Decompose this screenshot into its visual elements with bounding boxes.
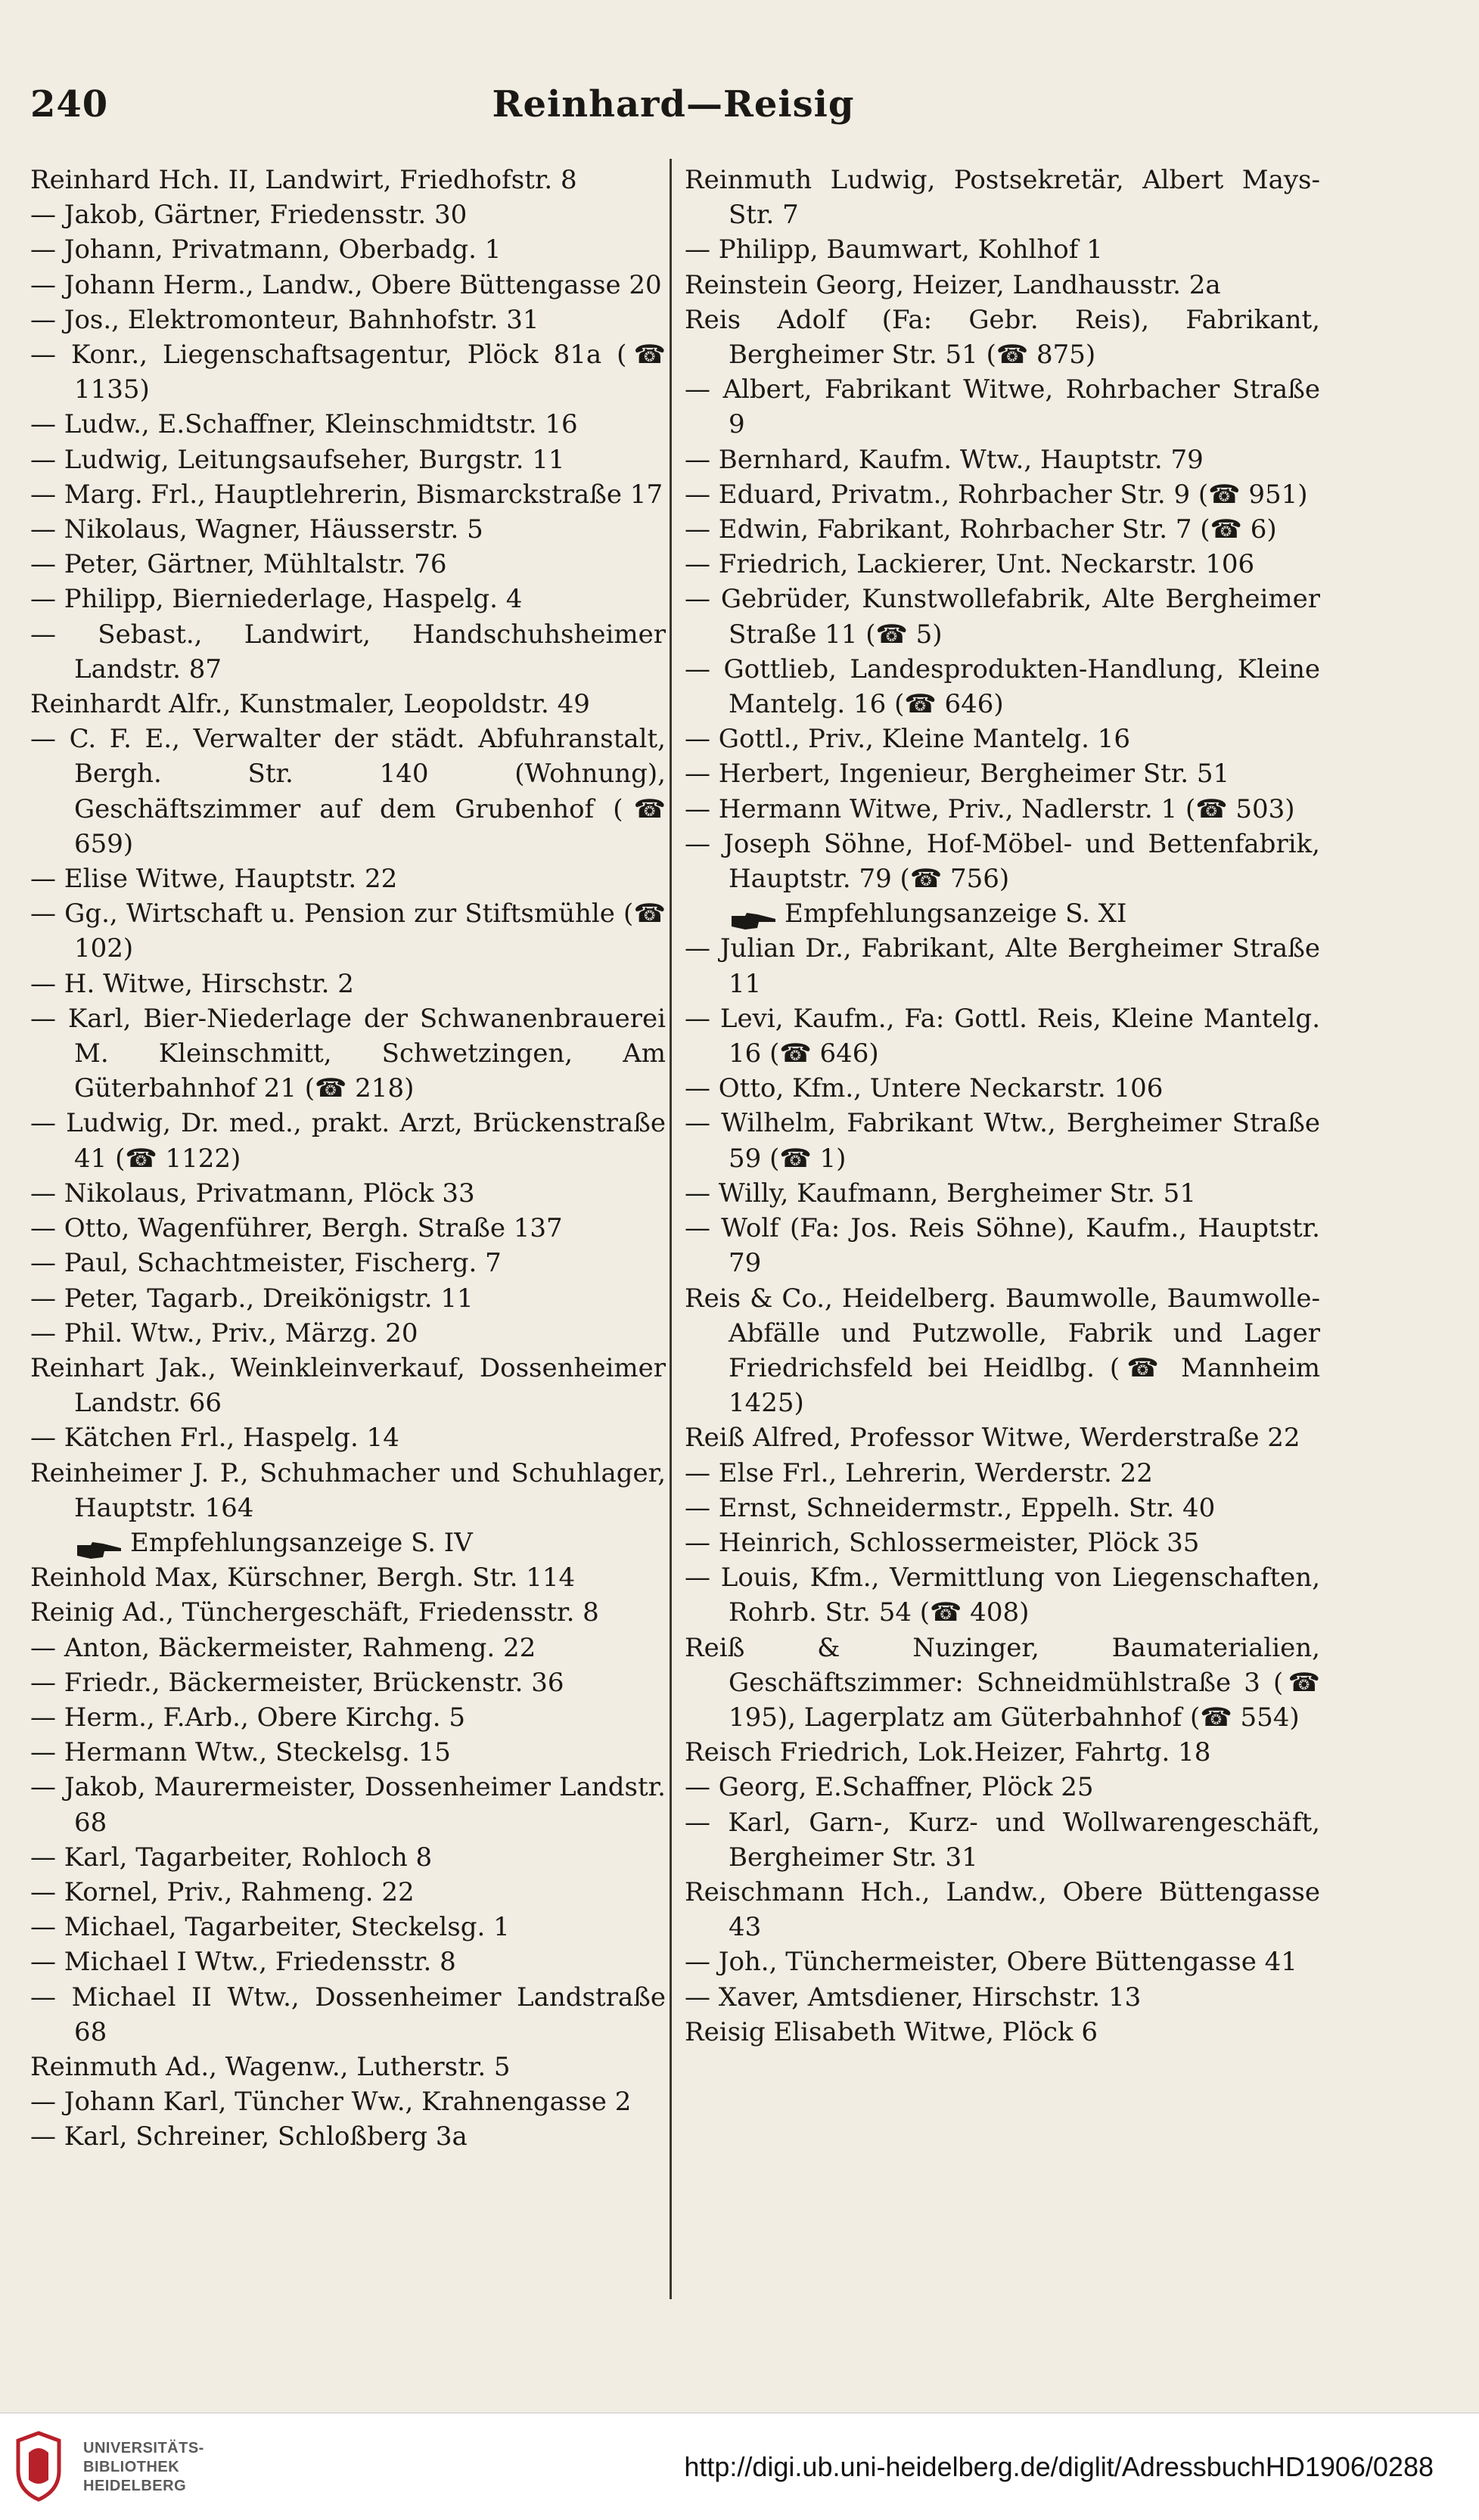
directory-entry bbox=[685, 1875, 1320, 1944]
directory-entry bbox=[685, 1001, 1320, 1071]
directory-entry bbox=[30, 1595, 666, 1630]
entry-text: Reinhart Jak., Weinkleinverkauf, Dossenheimer Landstr. 66 bbox=[30, 1352, 666, 1419]
directory-entry bbox=[30, 1840, 666, 1875]
entry-text: — Johann Karl, Tüncher Ww., Krahnengasse 2 bbox=[30, 2087, 632, 2118]
directory-entry bbox=[30, 407, 666, 442]
directory-entry bbox=[30, 967, 666, 1001]
pointing-hand-icon bbox=[76, 1535, 123, 1554]
directory-entry bbox=[30, 1351, 666, 1420]
entry-text: — Ernst, Schneidermstr., Eppelh. Str. 40 bbox=[685, 1492, 1216, 1523]
directory-entry bbox=[685, 1770, 1320, 1805]
directory-entry bbox=[30, 896, 666, 966]
directory-entry bbox=[685, 652, 1320, 722]
entry-text: — Hermann Witwe, Priv., Nadlerstr. 1 (☎ 503) bbox=[685, 793, 1295, 824]
entry-text: Reisig Elisabeth Witwe, Plöck 6 bbox=[685, 2016, 1098, 2047]
entry-text: — Paul, Schachtmeister, Fischerg. 7 bbox=[30, 1248, 502, 1279]
entry-text: — Wolf (Fa: Jos. Reis Söhne), Kaufm., Hauptstr. 79 bbox=[685, 1213, 1320, 1279]
entry-text: — Philipp, Bierniederlage, Haspelg. 4 bbox=[30, 584, 523, 615]
directory-entry bbox=[30, 1456, 666, 1525]
entry-text: — Ludw., E.Schaffner, Kleinschmidtstr. 16 bbox=[30, 409, 578, 440]
entry-text: — Willy, Kaufmann, Bergheimer Str. 51 bbox=[685, 1178, 1196, 1209]
entry-text: — Ludwig, Leitungsaufseher, Burgstr. 11 bbox=[30, 444, 565, 475]
directory-entry bbox=[30, 2119, 666, 2154]
directory-entry bbox=[685, 1805, 1320, 1875]
directory-entry bbox=[30, 197, 666, 232]
entry-text: Reinheimer J. P., Schuhmacher und Schuhlager, Hauptstr. 164 bbox=[30, 1457, 666, 1523]
entry-text: Empfehlungsanzeige S. IV bbox=[130, 1527, 473, 1558]
entry-text: — Anton, Bäckermeister, Rahmeng. 22 bbox=[30, 1632, 536, 1663]
directory-entry bbox=[30, 337, 666, 407]
source-url[interactable]: http://digi.ub.uni-heidelberg.de/diglit/AdressbuchHD1906/0288 bbox=[684, 2451, 1434, 2482]
entry-text: — Konr., Liegenschaftsagentur, Plöck 81a (☎ 1135) bbox=[30, 340, 666, 405]
directory-entry bbox=[30, 1875, 666, 1910]
entry-text: — C. F. E., Verwalter der städt. Abfuhranstalt, Bergh. Str. 140 (Wohnung), Geschäftszimmer auf dem Grubenhof (☎ 659) bbox=[30, 724, 666, 859]
entry-text: Reinstein Georg, Heizer, Landhausstr. 2a bbox=[685, 269, 1221, 300]
directory-entry bbox=[30, 687, 666, 722]
entry-text: — Elise Witwe, Hauptstr. 22 bbox=[30, 864, 398, 895]
entry-text: Reisch Friedrich, Lok.Heizer, Fahrtg. 18 bbox=[685, 1737, 1211, 1768]
entry-text: — Hermann Wtw., Steckelsg. 15 bbox=[30, 1737, 451, 1768]
entry-text: — Heinrich, Schlossermeister, Plöck 35 bbox=[685, 1527, 1200, 1558]
directory-entry bbox=[30, 617, 666, 687]
entry-text: — Wilhelm, Fabrikant Wtw., Bergheimer Straße 59 (☎ 1) bbox=[685, 1108, 1320, 1174]
column-divider bbox=[670, 159, 672, 2299]
entry-text: — Ludwig, Dr. med., prakt. Arzt, Brückenstraße 41 (☎ 1122) bbox=[30, 1108, 666, 1174]
entry-text: — Karl, Tagarbeiter, Rohloch 8 bbox=[30, 1842, 433, 1873]
entry-text: — Herm., F.Arb., Obere Kirchg. 5 bbox=[30, 1702, 466, 1733]
entry-text: — Julian Dr., Fabrikant, Alte Bergheimer Straße 11 bbox=[685, 933, 1320, 999]
directory-entry bbox=[30, 547, 666, 582]
directory-entry bbox=[685, 1980, 1320, 2015]
directory-entry bbox=[685, 232, 1320, 267]
entry-text: — Philipp, Baumwart, Kohlhof 1 bbox=[685, 234, 1103, 265]
entry-text: — Karl, Garn-, Kurz- und Wollwarengeschäft, Bergheimer Str. 31 bbox=[685, 1807, 1320, 1873]
entry-text: — Johann Herm., Landw., Obere Büttengasse 20 bbox=[30, 269, 662, 300]
entry-text: — Michael II Wtw., Dossenheimer Landstraße 68 bbox=[30, 1982, 666, 2047]
entry-text: — Marg. Frl., Hauptlehrerin, Bismarckstraße 17 bbox=[30, 479, 663, 510]
directory-entry bbox=[685, 792, 1320, 827]
directory-entry bbox=[685, 1944, 1320, 1979]
advert-reference bbox=[30, 1525, 666, 1560]
entry-text: — Albert, Fabrikant Witwe, Rohrbacher Straße 9 bbox=[685, 374, 1320, 440]
directory-entry bbox=[685, 1491, 1320, 1525]
directory-entry bbox=[685, 1525, 1320, 1560]
entry-text: — Else Frl., Lehrerin, Werderstr. 22 bbox=[685, 1457, 1153, 1488]
entry-text: — Johann, Privatmann, Oberbadg. 1 bbox=[30, 234, 502, 265]
entry-text: — Phil. Wtw., Priv., Märzg. 20 bbox=[30, 1317, 418, 1348]
entry-text: Reinmuth Ad., Wagenw., Lutherstr. 5 bbox=[30, 2051, 511, 2082]
directory-entry bbox=[30, 1700, 666, 1735]
directory-entry bbox=[30, 1980, 666, 2050]
entry-text: — Sebast., Landwirt, Handschuhsheimer Landstr. 87 bbox=[30, 619, 666, 684]
directory-entry bbox=[30, 442, 666, 477]
directory-entry bbox=[685, 1071, 1320, 1106]
entry-text: — Gottlieb, Landesprodukten-Handlung, Kleine Mantelg. 16 (☎ 646) bbox=[685, 653, 1320, 720]
directory-entry bbox=[685, 2015, 1320, 2050]
entry-text: Reinig Ad., Tünchergeschäft, Friedensstr. 8 bbox=[30, 1597, 599, 1628]
entry-text: Reinmuth Ludwig, Postsekretär, Albert Mays-Str. 7 bbox=[685, 165, 1320, 231]
directory-entry bbox=[685, 582, 1320, 651]
directory-entry bbox=[30, 861, 666, 896]
directory-entry bbox=[30, 477, 666, 512]
entry-text: — Friedrich, Lackierer, Unt. Neckarstr. 106 bbox=[685, 549, 1255, 580]
directory-entry bbox=[30, 1420, 666, 1455]
directory-entry bbox=[685, 1106, 1320, 1175]
directory-entry bbox=[685, 1211, 1320, 1280]
pointing-hand-icon bbox=[730, 905, 777, 925]
directory-entry bbox=[685, 1456, 1320, 1491]
running-head: Reinhard—Reisig bbox=[492, 83, 855, 126]
directory-entry bbox=[30, 722, 666, 861]
directory-entry bbox=[30, 1281, 666, 1316]
directory-entry bbox=[685, 547, 1320, 582]
advert-reference bbox=[685, 896, 1320, 931]
entry-text: Reiß & Nuzinger, Baumaterialien, Geschäftszimmer: Schneidmühlstraße 3 (☎ 195), Lagerplatz am Güterbahnhof (☎ 554) bbox=[685, 1632, 1320, 1733]
directory-entry bbox=[30, 232, 666, 267]
directory-entry bbox=[685, 163, 1320, 232]
entry-text: — Kätchen Frl., Haspelg. 14 bbox=[30, 1423, 399, 1454]
entry-text: — Jakob, Gärtner, Friedensstr. 30 bbox=[30, 200, 468, 231]
entry-text: — Nikolaus, Wagner, Häusserstr. 5 bbox=[30, 514, 483, 545]
entry-text: Reinhold Max, Kürschner, Bergh. Str. 114 bbox=[30, 1563, 576, 1594]
directory-entry bbox=[685, 722, 1320, 756]
directory-entry bbox=[685, 827, 1320, 896]
directory-entry bbox=[30, 512, 666, 547]
directory-entry bbox=[30, 1316, 666, 1351]
directory-entry bbox=[685, 931, 1320, 1001]
directory-entry bbox=[685, 303, 1320, 372]
directory-entry bbox=[685, 1735, 1320, 1770]
directory-entry bbox=[30, 1211, 666, 1246]
directory-entry bbox=[30, 1910, 666, 1944]
page-number: 240 bbox=[30, 83, 109, 126]
entry-text: — Georg, E.Schaffner, Plöck 25 bbox=[685, 1772, 1094, 1803]
directory-entry bbox=[30, 1944, 666, 1979]
entry-text: — Otto, Wagenführer, Bergh. Straße 137 bbox=[30, 1213, 563, 1244]
entry-text: Empfehlungsanzeige S. XI bbox=[785, 898, 1127, 929]
directory-entry bbox=[30, 1770, 666, 1839]
entry-text: — Levi, Kaufm., Fa: Gottl. Reis, Kleine Mantelg. 16 (☎ 646) bbox=[685, 1003, 1320, 1069]
directory-entry bbox=[685, 1560, 1320, 1630]
entry-text: — Jos., Elektromonteur, Bahnhofstr. 31 bbox=[30, 304, 539, 335]
entry-text: — Friedr., Bäckermeister, Brückenstr. 36 bbox=[30, 1667, 564, 1698]
entry-text: — Gebrüder, Kunstwollefabrik, Alte Bergheimer Straße 11 (☎ 5) bbox=[685, 584, 1320, 650]
entry-text: — Eduard, Privatm., Rohrbacher Str. 9 (☎ 951) bbox=[685, 479, 1308, 510]
entry-text: — Edwin, Fabrikant, Rohrbacher Str. 7 (☎ 6) bbox=[685, 514, 1277, 545]
directory-entry bbox=[30, 1001, 666, 1106]
entry-text: — Xaver, Amtsdiener, Hirschstr. 13 bbox=[685, 1982, 1142, 2013]
directory-entry bbox=[685, 1176, 1320, 1211]
right-column bbox=[685, 163, 1320, 2050]
entry-text: Reischmann Hch., Landw., Obere Büttengasse 43 bbox=[685, 1876, 1320, 1943]
directory-entry bbox=[685, 442, 1320, 477]
directory-entry bbox=[30, 1106, 666, 1175]
entry-text: Reinhard Hch. II, Landwirt, Friedhofstr. 8 bbox=[30, 165, 577, 195]
entry-text: — Nikolaus, Privatmann, Plöck 33 bbox=[30, 1178, 475, 1209]
entry-text: — Joseph Söhne, Hof-Möbel- und Bettenfabrik, Hauptstr. 79 (☎ 756) bbox=[685, 828, 1320, 895]
directory-entry bbox=[685, 268, 1320, 303]
directory-entry bbox=[685, 1281, 1320, 1421]
entry-text: — Karl, Schreiner, Schloßberg 3a bbox=[30, 2121, 468, 2152]
directory-entry bbox=[30, 1665, 666, 1700]
entry-text: — Michael I Wtw., Friedensstr. 8 bbox=[30, 1947, 456, 1978]
directory-entry bbox=[30, 268, 666, 303]
entry-text: — Peter, Gärtner, Mühltalstr. 76 bbox=[30, 549, 447, 580]
footer-bar bbox=[0, 2413, 1479, 2520]
directory-entry bbox=[30, 1176, 666, 1211]
directory-entry bbox=[30, 163, 666, 197]
entry-text: Reinhardt Alfr., Kunstmaler, Leopoldstr. 49 bbox=[30, 689, 590, 720]
entry-text: Reis & Co., Heidelberg. Baumwolle, Baumwolle-Abfälle und Putzwolle, Fabrik und Lager Friedrichsfeld bei Heidlbg. (☎ Mannheim 1425) bbox=[685, 1283, 1320, 1419]
entry-text: — Otto, Kfm., Untere Neckarstr. 106 bbox=[685, 1073, 1164, 1104]
entry-text: — Karl, Bier-Niederlage der Schwanenbrauerei M. Kleinschmitt, Schwetzingen, Am Güterbahnhof 21 (☎ 218) bbox=[30, 1003, 666, 1104]
entry-text: Reis Adolf (Fa: Gebr. Reis), Fabrikant, Bergheimer Str. 51 (☎ 875) bbox=[685, 304, 1320, 371]
library-logo-text: UNIVERSITÄTS- BIBLIOTHEK HEIDELBERG bbox=[83, 2440, 204, 2494]
library-seal-icon bbox=[15, 2430, 62, 2503]
entry-text: — Kornel, Priv., Rahmeng. 22 bbox=[30, 1876, 415, 1907]
entry-text: — Bernhard, Kaufm. Wtw., Hauptstr. 79 bbox=[685, 444, 1204, 475]
directory-entry bbox=[30, 303, 666, 337]
directory-entry bbox=[685, 1420, 1320, 1455]
entry-text: — Peter, Tagarb., Dreikönigstr. 11 bbox=[30, 1283, 474, 1314]
directory-entry bbox=[30, 1631, 666, 1665]
directory-entry bbox=[685, 756, 1320, 791]
directory-entry bbox=[685, 1631, 1320, 1736]
entry-text: — Jakob, Maurermeister, Dossenheimer Landstr. 68 bbox=[30, 1772, 666, 1838]
entry-text: — Joh., Tünchermeister, Obere Büttengasse 41 bbox=[685, 1947, 1297, 1978]
directory-entry bbox=[685, 372, 1320, 442]
entry-text: — Louis, Kfm., Vermittlung von Liegenschaften, Rohrb. Str. 54 (☎ 408) bbox=[685, 1563, 1320, 1628]
entry-text: — Michael, Tagarbeiter, Steckelsg. 1 bbox=[30, 1912, 510, 1943]
entry-text: — H. Witwe, Hirschstr. 2 bbox=[30, 968, 354, 999]
entry-text: — Gottl., Priv., Kleine Mantelg. 16 bbox=[685, 724, 1131, 755]
directory-entry bbox=[685, 512, 1320, 547]
directory-entry bbox=[30, 2050, 666, 2084]
directory-entry bbox=[30, 1560, 666, 1595]
entry-text: Reiß Alfred, Professor Witwe, Werderstraße 22 bbox=[685, 1423, 1300, 1454]
directory-entry bbox=[30, 1735, 666, 1770]
directory-entry bbox=[685, 477, 1320, 512]
entry-text: — Herbert, Ingenieur, Bergheimer Str. 51 bbox=[685, 759, 1230, 790]
left-column bbox=[30, 163, 666, 2155]
entry-text: — Gg., Wirtschaft u. Pension zur Stiftsmühle (☎ 102) bbox=[30, 898, 666, 964]
directory-entry bbox=[30, 1246, 666, 1280]
directory-entry bbox=[30, 582, 666, 616]
directory-entry bbox=[30, 2084, 666, 2119]
page-header bbox=[30, 83, 1316, 136]
